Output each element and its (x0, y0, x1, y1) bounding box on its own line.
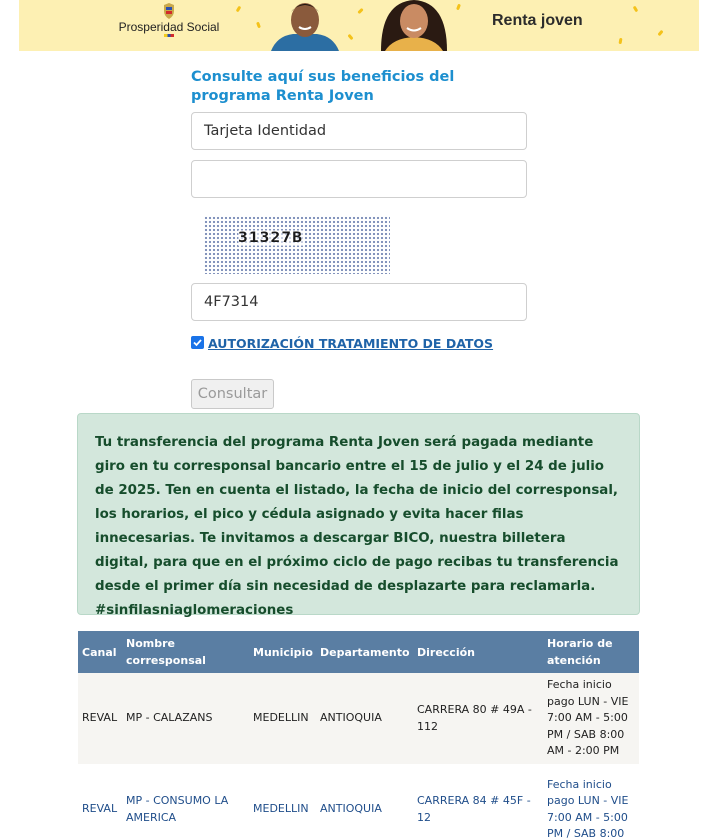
correspondents-table (78, 631, 639, 838)
program-title: Renta joven (492, 12, 583, 29)
cell-municipio: MEDELLIN (249, 764, 316, 838)
captcha-input[interactable]: 4F7314 (191, 283, 527, 321)
cell-nombre: MP - CONSUMO LA AMERICA (122, 764, 249, 838)
flag-stripe (164, 34, 174, 37)
cell-direccion: CARRERA 80 # 49A - 112 (413, 673, 543, 764)
coat-of-arms-icon (161, 3, 177, 19)
cell-direccion: CARRERA 84 # 45F - 12 (413, 764, 543, 838)
column-header-canal: Canal (78, 631, 122, 673)
column-header-nombre: Nombre corresponsal (122, 631, 249, 673)
cell-horario: Fecha inicio pago LUN - VIE 7:00 AM - 5:00 PM / SAB 8:00 (543, 764, 639, 838)
authorization-link[interactable]: AUTORIZACIÓN TRATAMIENTO DE DATOS (208, 336, 494, 351)
captcha-image (204, 216, 390, 274)
column-header-direccion: Dirección (413, 631, 543, 673)
authorization-checkbox[interactable] (191, 336, 204, 349)
notice-text: Tu transferencia del programa Renta Joven será pagada mediante giro en tu corresponsal bancario entre el 15 de julio y el 24 de julio de 2025. Ten en cuenta el listado, la fecha de inicio del corresponsal, los horarios, el pico y cédula asignado y evita hacer filas innecesarias. Te invitamos a descargar BICO, nuestra billetera digital, para que en el próximo ciclo de pago recibas tu transferencia desde el primer día sin necesidad de desplazarte para reclamarla. #sinfilasniaglomeraciones (95, 435, 619, 618)
young-woman-photo (371, 0, 457, 51)
young-man-photo (269, 0, 341, 51)
document-type-select[interactable]: Tarjeta Identidad (191, 112, 527, 150)
column-header-municipio: Municipio (249, 631, 316, 673)
logo-text: Prosperidad Social (118, 20, 220, 34)
cell-departamento: ANTIOQUIA (316, 673, 413, 764)
checkmark-icon (191, 336, 204, 349)
document-number-input[interactable] (191, 160, 527, 198)
cell-departamento: ANTIOQUIA (316, 764, 413, 838)
table-header-row (78, 631, 639, 673)
column-header-horario: Horario de atención (543, 631, 639, 673)
prosperidad-social-logo (114, 3, 224, 47)
cell-canal: REVAL (78, 764, 122, 838)
consultar-button[interactable]: Consultar (191, 379, 274, 409)
cell-horario: Fecha inicio pago LUN - VIE 7:00 AM - 5:00 PM / SAB 8:00 AM - 2:00 PM (543, 673, 639, 764)
cell-canal: REVAL (78, 673, 122, 764)
table-row (78, 673, 639, 764)
header-banner (19, 0, 699, 51)
query-form (151, 62, 567, 414)
form-heading: Consulte aquí sus beneficios del programa Renta Joven (191, 69, 455, 104)
payment-notice (77, 413, 640, 618)
column-header-departamento: Departamento (316, 631, 413, 673)
cell-municipio: MEDELLIN (249, 673, 316, 764)
captcha-text: 31327B (238, 230, 304, 246)
table-row (78, 764, 639, 838)
cell-nombre: MP - CALAZANS (122, 673, 249, 764)
